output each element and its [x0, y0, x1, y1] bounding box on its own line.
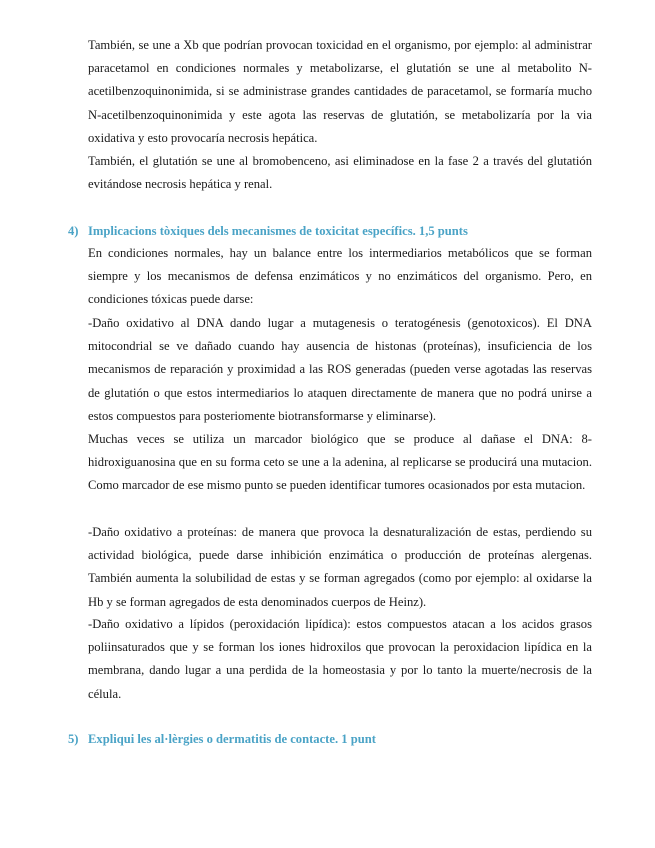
section-4-heading	[68, 220, 608, 243]
section-5-heading	[68, 728, 608, 751]
paragraph-dano-lipidos: -Daño oxidativo a lípidos (peroxidación lipídica): estos compuestos atacan a los acidos grasos poliinsaturados que y se forman los iones hidroxilos que provocan la peroxidacion lipídica en la membrana, dando lugar a una perdida de la homeostasia y por lo tanto la muerte/necrosis de la célula.	[88, 617, 592, 701]
paragraph-balance: En condiciones normales, hay un balance entre los intermediarios metabólicos que se forman siempre y los mecanismos de defensa enzimáticos y no enzimáticos del organismo. Pero, en condiciones tóxicas puede darse:	[88, 246, 592, 307]
paragraph-dano-proteinas: -Daño oxidativo a proteínas: de manera que provoca la desnaturalización de estas, perdiendo su actividad biológica, puede darse inhibición enzimática o producción de proteínas alergenas. También aumenta la solubilidad de estas y se forman agregados (como por ejemplo: al oxidarse la Hb y se forman agregados de esta denominados cuerpos de Heinz).	[88, 525, 592, 609]
paragraph-dano-dna: -Daño oxidativo al DNA dando lugar a mutagenesis o teratogénesis (genotoxicos). El DNA mitocondrial se ve dañado cuando hay ausencia de histonas (proteínas), insuficiencia de los mecanismos de reparación y proximidad a las ROS generadas (pueden verse agotadas las reservas de glutatión o que estos intermediarios lo ataquen directamente de manera que no podrá unirse a estos compuestos para posteriomente biotransformarse y eliminarse).	[88, 316, 592, 423]
paragraph-marcador: Muchas veces se utiliza un marcador biológico que se produce al dañase el DNA: 8-hidroxiguanosina que en su forma ceto se une a la adenina, al replicarse se producirá una mutacion. Como marcador de ese mismo punto se pueden identificar tumores ocasionados por esta mutacion.	[88, 432, 592, 493]
section-5-number: 5)	[68, 732, 79, 746]
section-4-number: 4)	[68, 224, 79, 238]
section-5-title: Expliqui les al·lèrgies o dermatitis de contacte. 1 punt	[88, 732, 376, 746]
paragraph-paracetamol: También, se une a Xb que podrían provocan toxicidad en el organismo, por ejemplo: al administrar paracetamol en condiciones normales y metabolizarse, el glutatión se une al metabolito N-acetilbenzoquinonimida, si se administrase grandes cantidades de paracetamol, se formaría mucho N-acetilbenzoquinonimida y este agota las reservas de glutatión, se metabolizaría por la via oxidativa y esto provocaría necrosis hepática.	[88, 38, 592, 145]
paragraph-bromobenceno: También, el glutatión se une al bromobenceno, asi eliminadose en la fase 2 a través del glutatión evitándose necrosis hepática y renal.	[88, 154, 592, 192]
section-4-title: Implicacions tòxiques dels mecanismes de toxicitat específics. 1,5 punts	[88, 224, 468, 238]
